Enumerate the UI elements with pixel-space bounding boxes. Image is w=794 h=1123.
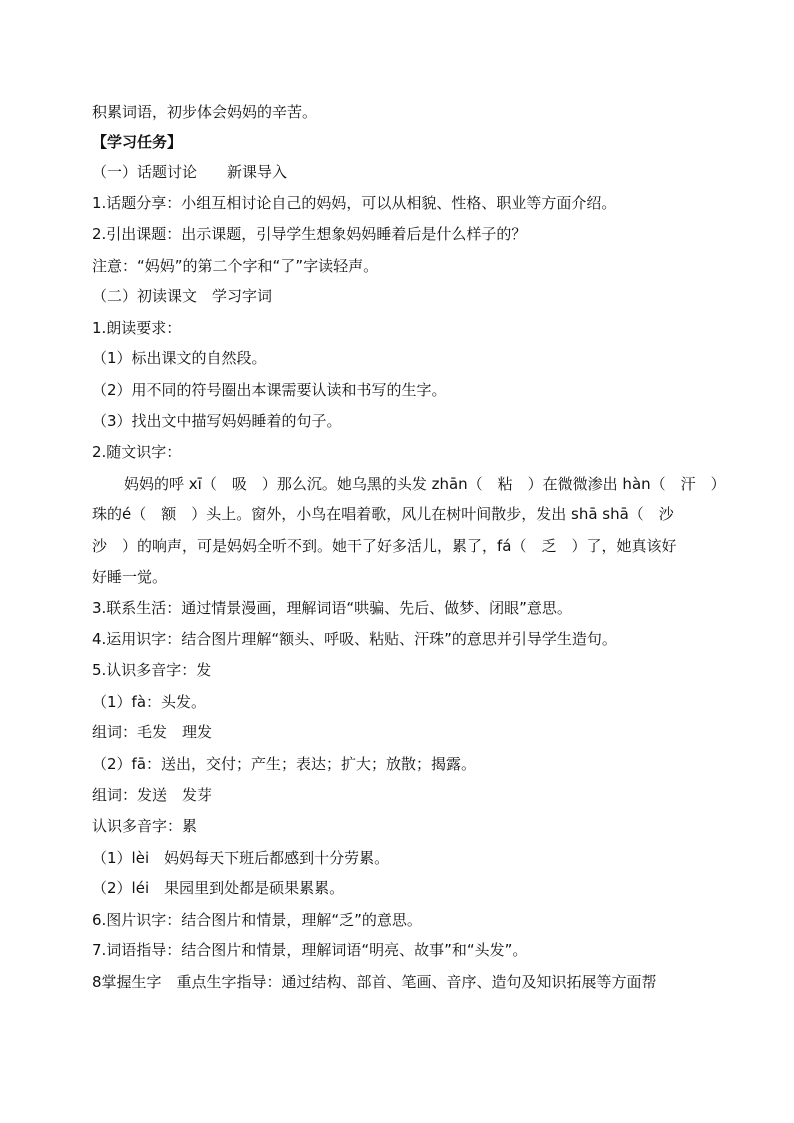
text-line-10: （2）用不同的符号圈出本课需要认读和书写的生字。: [92, 381, 447, 399]
text-line-18: 4.运用识字：结合图片理解“额头、呼吸、粘贴、汗珠”的意思并引导学生造句。: [92, 630, 617, 648]
text-line-19: 5.认识多音字：发: [92, 661, 212, 679]
passage-line-1: 妈妈的呼 xī（ 吸 ）那么沉。她乌黑的头发 zhān（ 粘 ）在微微渗出 hàn（ 汗 ）: [124, 475, 726, 493]
text-line-20: （1）fà：头发。: [92, 693, 207, 711]
text-line-22: （2）fā：送出，交付；产生；表达；扩大；放散；揭露。: [92, 755, 477, 773]
text-line-27: 6.图片识字：结合图片和情景，理解“乏”的意思。: [92, 911, 422, 929]
passage-line-3: 沙 ）的响声，可是妈妈全听不到。她干了好多活儿，累了，fá（ 乏 ）了，她真该好: [92, 537, 677, 555]
text-line-23: 组词：发送 发芽: [92, 786, 213, 804]
text-line-9: （1）标出课文的自然段。: [92, 349, 267, 367]
text-line-4: 1.话题分享：小组互相讨论自己的妈妈，可以从相貌、性格、职业等方面介绍。: [92, 194, 617, 212]
text-line-24: 认识多音字：累: [92, 817, 198, 835]
passage-line-4: 好睡一觉。: [92, 568, 168, 586]
text-line-8: 1.朗读要求：: [92, 319, 182, 337]
text-line-25: （1）lèi 妈妈每天下班后都感到十分劳累。: [92, 849, 390, 867]
text-line-5: 2.引出课题：出示课题，引导学生想象妈妈睡着后是什么样子的？: [92, 225, 527, 243]
text-line-11: （3）找出文中描写妈妈睡着的句子。: [92, 412, 342, 430]
text-line-6: 注意：“妈妈”的第二个字和“了”字读轻声。: [92, 257, 379, 275]
passage-line-2: 珠的é（ 额 ）头上。窗外，小鸟在唱着歌，风儿在树叶间散步，发出 shā shā（ 沙: [92, 505, 674, 523]
text-line-28: 7.词语指导：结合图片和情景，理解词语“明亮、故事”和“头发”。: [92, 941, 528, 959]
subsection-heading-1: （一）话题讨论 新课导入: [92, 163, 288, 181]
subsection-heading-2: （二）初读课文 学习字词: [92, 287, 273, 305]
section-heading-learning-tasks: 【学习任务】: [92, 133, 183, 151]
text-line-21: 组词：毛发 理发: [92, 723, 213, 741]
text-line-17: 3.联系生活：通过情景漫画，理解词语“哄骗、先后、做梦、闭眼”意思。: [92, 599, 572, 617]
text-line-26: （2）léi 果园里到处都是硕果累累。: [92, 879, 345, 897]
text-line-1: 积累词语，初步体会妈妈的辛苦。: [92, 103, 318, 121]
text-line-29: 8掌握生字 重点生字指导：通过结构、部首、笔画、音序、造句及知识拓展等方面帮: [92, 973, 657, 991]
text-line-12: 2.随文识字：: [92, 443, 182, 461]
